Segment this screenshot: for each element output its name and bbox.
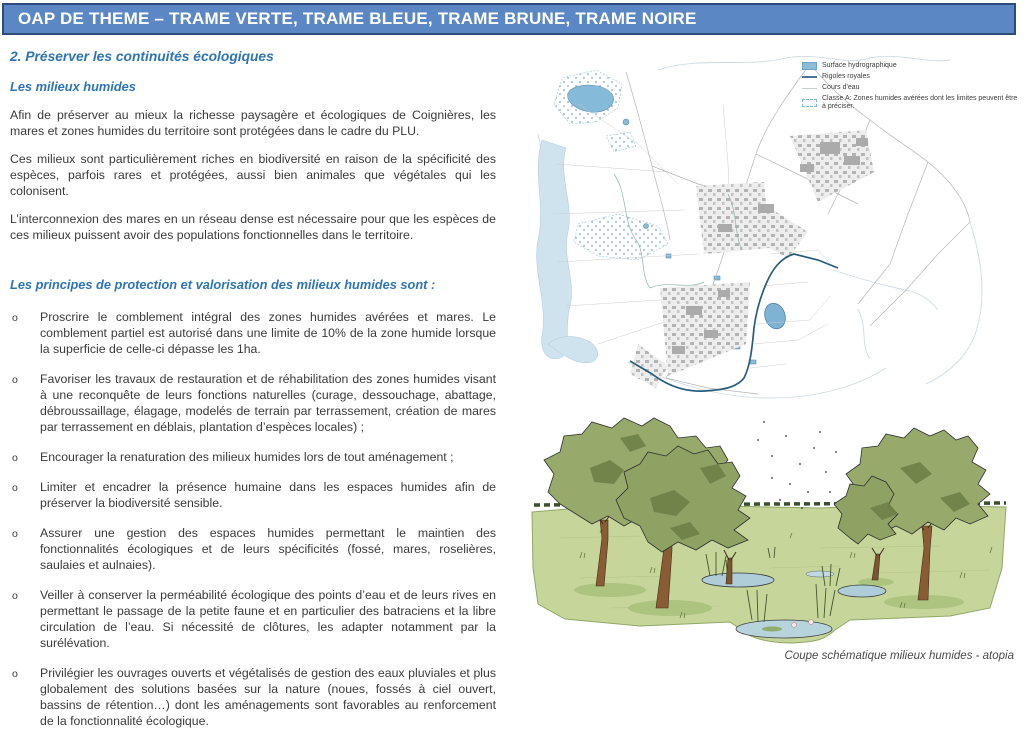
- section-title: 2. Préserver les continuités écologiques: [10, 49, 274, 64]
- list-item: [10, 665, 496, 729]
- list-item-text: Assurer une gestion des espaces humides permettant le maintien des fonctionnalités écologiques et de leurs spécificités (fossé, mares, roselières, saulaies et aulnaies).: [40, 526, 496, 572]
- list-item: [10, 587, 496, 651]
- foreground-pond: [736, 620, 832, 638]
- bullet-marker: o: [12, 452, 18, 464]
- subsection-title: Les milieux humides: [10, 79, 136, 94]
- paragraph: L’interconnexion des mares en un réseau dense est nécessaire pour que les espèces de ces milieux puissent avoir des populations fonctionnelles dans le territoire.: [10, 212, 496, 242]
- map-wetlands: [537, 140, 598, 363]
- paragraph: Ces milieux sont particulièrement riches en biodiversité en raison de la spécificité des espèces, parfois rares et protégées, aussi bien animales que végétales qui les colonisent.: [10, 152, 496, 198]
- legend-label: Surface hydrographique: [822, 62, 897, 69]
- water-swatch-icon: [802, 62, 817, 70]
- list-item-text: Limiter et encadrer la présence humaine dans les espaces humides afin de préserver la biodiversité sensible.: [40, 480, 496, 510]
- list-item-text: Encourager la renaturation des milieux humides lors de tout aménagement ;: [40, 450, 454, 464]
- bullet-marker: o: [12, 668, 18, 680]
- bullet-marker: o: [12, 590, 18, 602]
- list-item: [10, 371, 496, 435]
- legend-item: [802, 95, 1022, 111]
- sky-speckles: [757, 421, 837, 509]
- page-title: OAP DE THEME – TRAME VERTE, TRAME BLEUE, TRAME BRUNE, TRAME NOIRE: [18, 9, 697, 28]
- map-pond: [761, 301, 788, 332]
- legend-label: Classe A: Zones humides avérées dont les limites peuvent être à préciser.: [822, 95, 1018, 110]
- bullet-marker: o: [12, 528, 18, 540]
- wetland-cross-section: [520, 408, 1020, 666]
- list-item: [10, 525, 496, 573]
- list-item-text: Privilégier les ouvrages ouverts et végétalisés de gestion des eaux pluviales et plus globalement des solutions basées sur la nature (noues, fossés à ciel ouvert, bassins de rétention…) dont les aménagements sont favorables au renforcement de la fonctionnalité écologique.: [40, 666, 496, 728]
- wetland-drawing: [520, 408, 1020, 644]
- rigole-line-icon: [802, 76, 817, 78]
- legend-item: [802, 84, 1022, 92]
- commune-map: [518, 44, 1024, 416]
- list-item-text: Favoriser les travaux de restauration et de réhabilitation des zones humides visant à une reconquête de leurs fonctions naturelles (curage, dessouchage, abattage, débroussaillage, élagage, modelés de terrain par terrassement, création de mares par terrassement en déblais, plantation d’espèces locales) ;: [40, 372, 496, 434]
- paragraph: Afin de préserver au mieux la richesse paysagère et écologiques de Coignières, les mares et zones humides du territoire sont protégées dans le cadre du PLU.: [10, 108, 496, 138]
- illustration-caption: Coupe schématique milieux humides - atopia: [784, 650, 1014, 662]
- stream-line-icon: [802, 88, 817, 89]
- bullet-marker: o: [12, 482, 18, 494]
- list-item-text: Veiller à conserver la perméabilité écologique des points d’eau et de leurs rives en permettant le passage de la petite faune et en particulier des batraciens et la libre circulation de l’eau. Si nécessité de clôtures, les adapter notamment par la surélévation.: [40, 588, 496, 650]
- list-item-text: Proscrire le comblement intégral des zones humides avérées et mares. Le comblement partiel est autorisé dans une limite de 10% de la zone humide lorsque la superficie de celle-ci dépasse les 1ha.: [40, 310, 496, 356]
- legend-label: Rigoles royales: [822, 73, 870, 80]
- text-column: [10, 44, 496, 743]
- list-item: [10, 309, 496, 357]
- principles-title: Les principes de protection et valorisation des milieux humides sont :: [10, 277, 436, 292]
- legend-label: Cours d'eau: [822, 84, 860, 91]
- list-item: [10, 449, 496, 465]
- dashed-zone-icon: [802, 99, 817, 107]
- legend-item: [802, 73, 1022, 81]
- bullet-marker: o: [12, 312, 18, 324]
- list-item: [10, 479, 496, 511]
- page-header-bar: [2, 3, 1016, 35]
- bullet-marker: o: [12, 374, 18, 386]
- legend-item: [802, 62, 1022, 70]
- map-legend: [802, 62, 1022, 114]
- principles-list: [10, 309, 496, 729]
